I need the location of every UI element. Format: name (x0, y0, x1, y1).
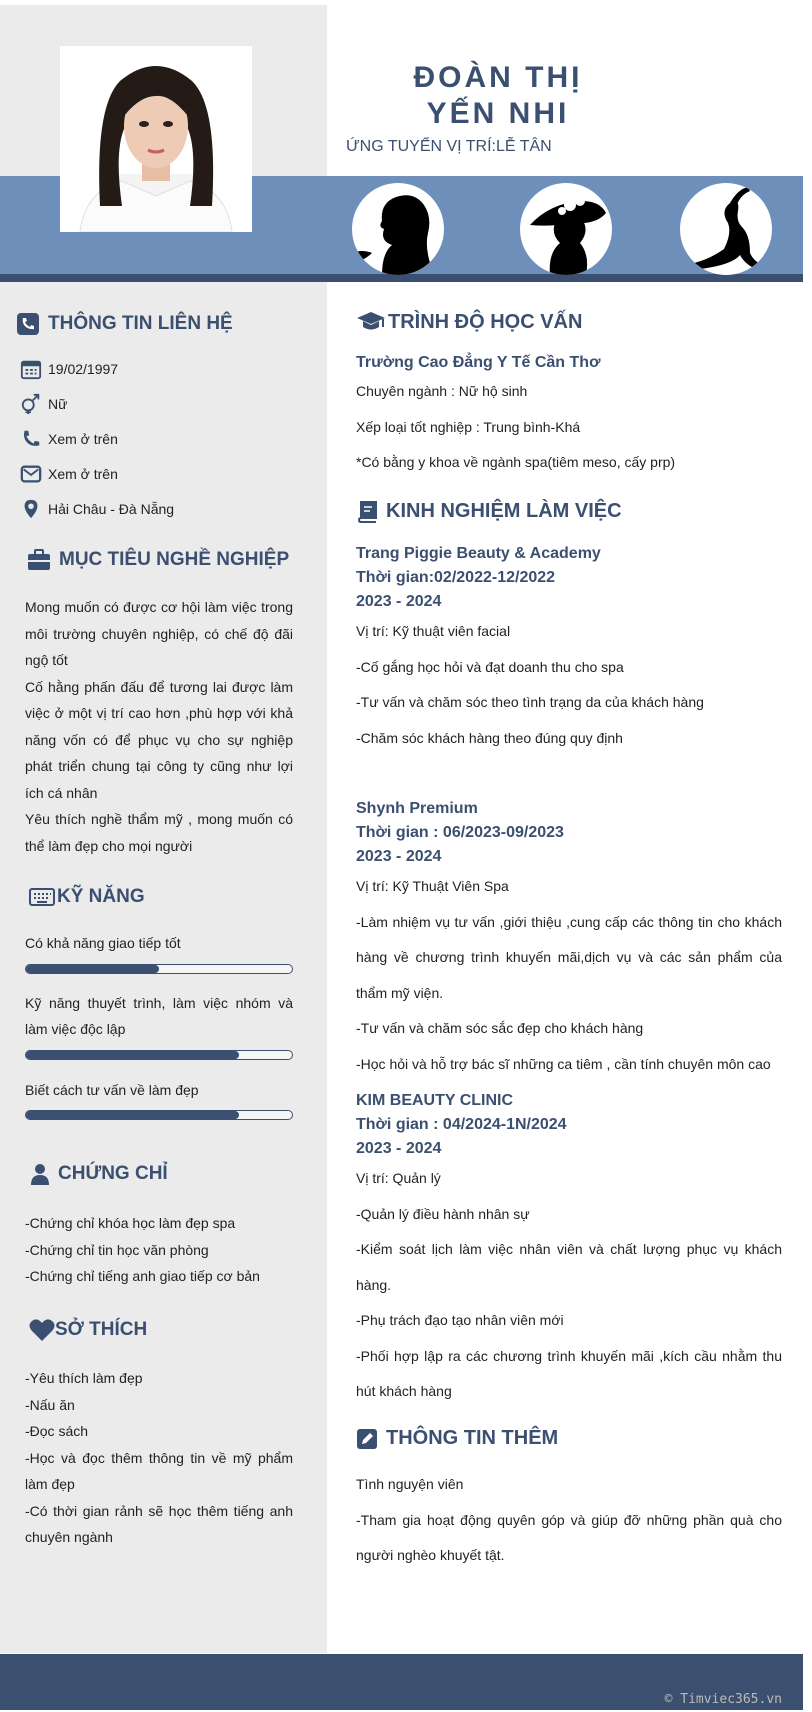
job-header (356, 542, 601, 614)
job-period: Thời gian : 04/2024-1N/2024 (356, 1116, 567, 1133)
avatar (60, 46, 252, 232)
experience-heading (356, 500, 622, 523)
education-line: Chuyên ngành : Nữ hộ sinh (356, 383, 528, 399)
heart-icon (29, 1318, 55, 1342)
extra-title: THÔNG TIN THÊM (386, 1427, 559, 1449)
email-row (20, 463, 118, 485)
extra-line: Tình nguyện viên (356, 1476, 464, 1492)
map-pin-icon (20, 498, 42, 520)
list-item: -Đọc sách (25, 1423, 89, 1439)
name-line-1: ĐOÀN THỊ (413, 61, 583, 94)
education-details (356, 374, 782, 481)
silhouette-profile-icon (352, 183, 444, 275)
job-line: Vị trí: Kỹ Thuật Viên Spa (356, 878, 509, 894)
job-details (356, 1161, 782, 1410)
list-item: -Chứng chỉ tiếng anh giao tiếp cơ bản (25, 1268, 260, 1284)
experience-title: KINH NGHIỆM LÀM VIỆC (386, 500, 622, 522)
keyboard-icon (29, 887, 55, 907)
skill-label: Có khả năng giao tiếp tốt (25, 935, 181, 951)
job-line: -Kiểm soát lịch làm việc nhân viên và chất lượng phục vụ khách hàng. (356, 1241, 782, 1293)
job-line: -Tư vấn và chăm sóc sắc đẹp cho khách hàng (356, 1020, 644, 1036)
job-details (356, 614, 782, 756)
education-line: *Có bằng y khoa về ngành spa(tiêm meso, cấy prp) (356, 454, 676, 470)
phone-box-icon (16, 312, 40, 336)
job-line: -Chăm sóc khách hàng theo đúng quy định (356, 729, 623, 746)
list-item: -Chứng chỉ khóa học làm đẹp spa (25, 1215, 236, 1231)
certificates-list (25, 1210, 293, 1290)
birthday-row (20, 358, 118, 380)
objective-line: Mong muốn có được cơ hội làm việc trong môi trường chuyên nghiệp, có chế độ đãi ngộ tốt (25, 599, 293, 668)
job-line: -Làm nhiệm vụ tư vấn ,giới thiệu ,cung cấp các thông tin cho khách hàng về chương trình khuyến mãi,dịch vụ và các sản phẩm của thẩm mỹ viện. (356, 913, 782, 1001)
skill-bar (25, 1110, 293, 1120)
hobbies-list (25, 1365, 293, 1551)
job-line: -Học hỏi và hỗ trợ bác sĩ những ca tiêm , cần tính chuyên môn cao (356, 1055, 771, 1072)
education-heading (356, 310, 582, 334)
gender-value: Nữ (48, 396, 68, 412)
job-line: -Tư vấn và chăm sóc theo tình trạng da của khách hàng (356, 694, 704, 710)
skill-label: Biết cách tư vấn về làm đẹp (25, 1082, 199, 1098)
job-line: Vị trí: Kỹ thuật viên facial (356, 623, 511, 639)
name-line-2: YẾN NHI (426, 97, 570, 130)
phone-icon (20, 428, 42, 450)
list-item: -Chứng chỉ tin học văn phòng (25, 1241, 209, 1258)
envelope-icon (20, 463, 42, 485)
silhouette-yoga-icon (680, 183, 772, 275)
candidate-name (348, 60, 648, 132)
job-line: -Quản lý điều hành nhân sự (356, 1205, 530, 1222)
phone-row (20, 428, 118, 450)
skill-bar (25, 1050, 293, 1060)
job-years: 2023 - 2024 (356, 1140, 442, 1157)
school-name: Trường Cao Đẳng Y Tế Cần Thơ (356, 354, 601, 371)
job-line: -Phối hợp lập ra các chương trình khuyến mãi ,kích cầu nhằm thu hút khách hàng (356, 1347, 782, 1399)
objective-line: Cố hằng phấn đấu để tương lai được làm việc ở một vị trí cao hơn ,phù hợp với khả năng vốn có để phục vụ cho sự nghiệp phát triển chung tại công ty cũng như lợi ích cá nhân (25, 678, 293, 801)
job-period: Thời gian : 06/2023-09/2023 (356, 824, 564, 841)
job-line: -Cố gắng học hỏi và đạt doanh thu cho spa (356, 658, 624, 675)
extra-heading (356, 1427, 558, 1450)
hobbies-heading (29, 1318, 147, 1342)
job-details (356, 869, 782, 1082)
skill-label: Kỹ năng thuyết trình, làm việc nhóm và làm việc độc lập (25, 995, 293, 1037)
skill-bar-fill (26, 965, 159, 973)
calendar-icon (20, 358, 42, 380)
contact-title: THÔNG TIN LIÊN HỆ (48, 313, 233, 334)
address-row (20, 498, 174, 520)
graduation-cap-icon (356, 310, 386, 334)
hobbies-title: SỞ THÍCH (55, 1319, 148, 1340)
job-years: 2023 - 2024 (356, 593, 442, 610)
briefcase-icon (27, 548, 51, 572)
objective-text (25, 594, 293, 859)
education-line: Xếp loại tốt nghiệp : Trung bình-Khá (356, 418, 581, 435)
skills-title: KỸ NĂNG (57, 886, 145, 907)
book-icon (356, 501, 378, 523)
certificates-title: CHỨNG CHỈ (58, 1163, 168, 1184)
list-item: -Nấu ăn (25, 1396, 75, 1413)
objective-title: MỤC TIÊU NGHỀ NGHIỆP (59, 549, 290, 570)
silhouette-hat-icon (520, 183, 612, 275)
watermark: © Timviec365.vn (664, 1692, 782, 1707)
job-company: KIM BEAUTY CLINIC (356, 1092, 514, 1109)
email-value: Xem ở trên (48, 466, 118, 482)
job-header (356, 1089, 567, 1161)
job-line: Vị trí: Quản lý (356, 1170, 441, 1186)
certificates-heading (30, 1163, 168, 1185)
job-company: Shynh Premium (356, 800, 478, 817)
skill-bar-fill (26, 1051, 239, 1059)
list-item: -Học và đọc thêm thông tin về mỹ phẩm làm đẹp (25, 1449, 293, 1492)
contact-heading (16, 312, 233, 336)
objective-heading (27, 548, 289, 572)
gender-icon (20, 393, 42, 415)
objective-line: Yêu thích nghề thẩm mỹ , mong muốn có thể làm đẹp cho mọi người (25, 811, 293, 854)
gender-row (20, 393, 67, 415)
phone-value: Xem ở trên (48, 431, 118, 447)
education-title: TRÌNH ĐỘ HỌC VẤN (388, 310, 583, 333)
birthday-value: 19/02/1997 (48, 361, 119, 377)
job-line: -Phụ trách đạo tạo nhân viên mới (356, 1312, 564, 1328)
list-item: -Có thời gian rảnh sẽ học thêm tiếng anh chuyên ngành (25, 1502, 293, 1545)
position-title: ỨNG TUYỂN VỊ TRÍ:LỄ TÂN (346, 138, 552, 155)
list-item: -Yêu thích làm đẹp (25, 1370, 143, 1386)
address-value: Hải Châu - Đà Nẵng (48, 501, 175, 517)
edit-icon (356, 1428, 378, 1450)
job-years: 2023 - 2024 (356, 848, 442, 865)
skill-bar-fill (26, 1111, 239, 1119)
user-icon (30, 1163, 50, 1185)
header-band-line (0, 274, 803, 282)
extra-line: -Tham gia hoạt động quyên góp và giúp đỡ những phần quà cho người nghèo khuyết tật. (356, 1511, 782, 1563)
job-header (356, 797, 564, 869)
extra-details (356, 1467, 782, 1574)
job-period: Thời gian:02/2022-12/2022 (356, 569, 556, 586)
job-company: Trang Piggie Beauty & Academy (356, 545, 601, 562)
skills-heading (29, 886, 145, 908)
skill-bar (25, 964, 293, 974)
